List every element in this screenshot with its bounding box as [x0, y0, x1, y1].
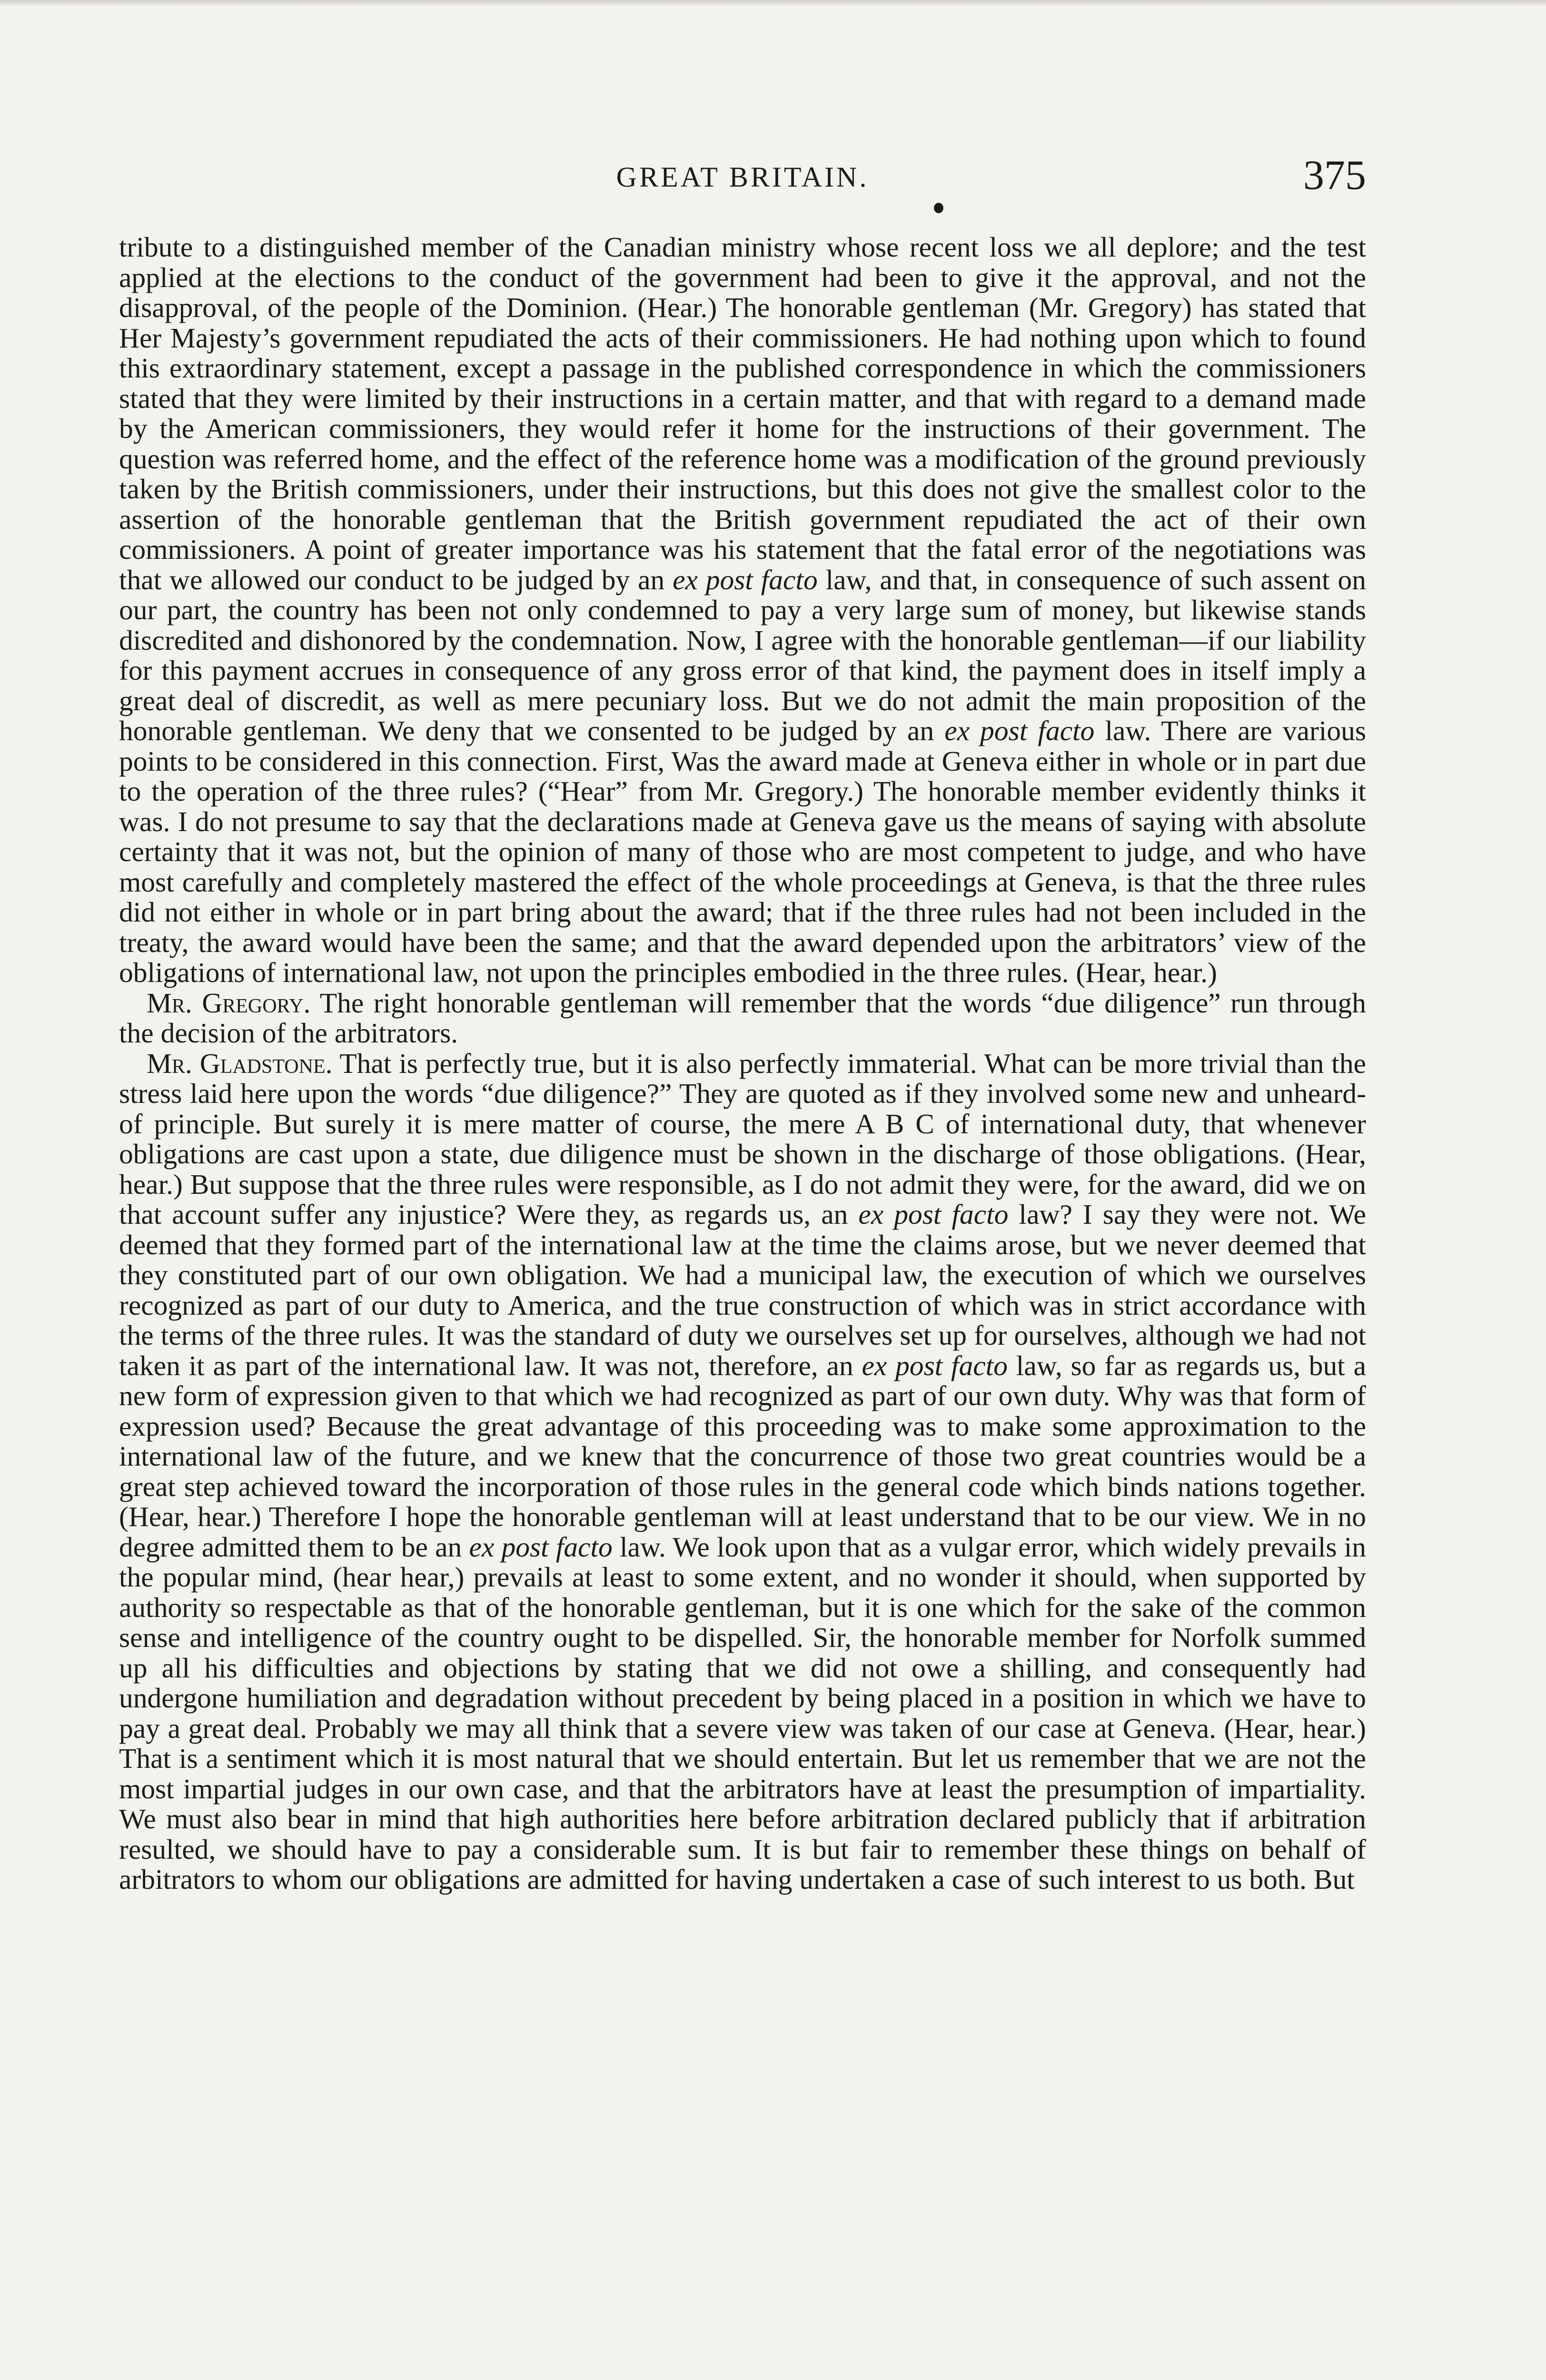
- text-run: law? I say they were not. We deemed that they formed part of the international law at the time the claims arose, but we never deemed that they constituted part of our own obligation. We had a municipal law, the execution of which we ourselves recognized as part of our duty to America, and the true construction of which was in strict accordance with the terms of the three rules. It was the standard of duty we ourselves set up for ourselves, although we had not taken it as part of the international law. It was not, therefore, an: [119, 1199, 1366, 1381]
- text-run: law, and that, in consequence of such assent on our part, the country has been not only condemned to pay a very large sum of money, but likewise stands discredited and dishonored by the condemnation. Now, I agree with the honorable gentleman—if our liability for this payment accrues in consequence of any gross error of that kind, the payment does in itself imply a great deal of discredit, as well as mere pecuniary loss. But we do not admit the main proposition of the honorable gentleman. We deny that we consented to be judged by an: [119, 564, 1366, 746]
- text-run: law, so far as regards us, but a new form of expression given to that which we had recognized as part of our own duty. Why was that form of expression used? Because the great advantage of this proceeding was to make some approximation to the international law of the future, and we knew that the concurrence of those two great countries would be a great step achieved toward the incorporation of those rules in the general code which binds nations together. (Hear, hear.) Therefore I hope the honorable gentleman will at least understand that to be our view. We in no degree admitted them to be an: [119, 1349, 1366, 1563]
- page-header: [119, 151, 1366, 204]
- speaker-name: Mr. Gladstone.: [147, 1047, 333, 1079]
- text-run: law. We look upon that as a vulgar error, which widely prevails in the popular mind, (hear hear,) prevails at least to some extent, and no wonder it should, when supported by authority so respectable as that of the honorable gentleman, but it is one which for the sake of the common sense and intelligence of the country ought to be dispelled. Sir, the honorable member for Norfolk summed up all his difficulties and objections by stating that we did not owe a shilling, and consequently had undergone humiliation and degradation without precedent by being placed in a position in which we have to pay a great deal. Probably we may all think that a severe view was taken of our case at Geneva. (Hear, hear.) That is a sentiment which it is most natural that we should entertain. But let us remember that we are not the most impartial judges in our own case, and that the arbitrators have at least the presumption of impartiality. We must also bear in mind that high authorities here before arbitration declared publicly that if arbitration resulted, we should have to pay a considerable sum. It is but fair to remember these things on behalf of arbitrators to whom our obligations are admitted for having undertaken a case of such interest to us both. But: [119, 1531, 1366, 1895]
- text-run: law. There are various points to be considered in this connection. First, Was the award made at Geneva either in whole or in part due to the operation of the three rules? (“Hear” from Mr. Gregory.) The honorable member evidently thinks it was. I do not presume to say that the declarations made at Geneva gave us the means of saying with absolute certainty that it was not, but the opinion of many of those who are most competent to judge, and who have most carefully and completely mastered the effect of the whole proceedings at Geneva, is that the three rules did not either in whole or in part bring about the award; that if the three rules had not been included in the treaty, the award would have been the same; and that the award depended upon the arbitrators’ view of the obligations of international law, not upon the principles embodied in the three rules. (Hear, hear.): [119, 715, 1366, 988]
- text-run: tribute to a distinguished member of the Canadian ministry whose recent loss we all deplore; and the test applied at the elections to the conduct of the government had been to give it the approval, and not the disapproval, of the people of the Dominion. (Hear.) The honorable gentleman (Mr. Gregory) has stated that Her Majesty’s government repudiated the acts of their commissioners. He had nothing upon which to found this extraordinary statement, except a passage in the published correspondence in which the commissioners stated that they were limited by their instructions in a certain matter, and that with regard to a demand made by the American commissioners, they would refer it home for the instructions of their government. The question was referred home, and the effect of the reference home was a modification of the ground previously taken by the British commissioners, under their instructions, but this does not give the smallest color to the assertion of the honorable gentleman that the British government repudiated the act of their own commissioners. A point of greater importance was his statement that the fatal error of the negotiations was that we allowed our conduct to be judged by an: [119, 231, 1366, 595]
- paragraph: [119, 232, 1366, 988]
- text-run: That is perfectly true, but it is also perfectly immaterial. What can be more trivial than the stress laid here upon the words “due diligence?” They are quoted as if they involved some new and unheard-of principle. But surely it is mere matter of course, the mere A B C of international duty, that whenever obligations are cast upon a state, due diligence must be shown in the discharge of those obligations. (Hear, hear.) But suppose that the three rules were responsible, as I do not admit they were, for the award, did we on that account suffer any injustice? Were they, as regards us, an: [119, 1047, 1366, 1230]
- italic-phrase: ex post facto: [858, 1199, 1009, 1230]
- italic-phrase: ex post facto: [862, 1349, 1008, 1381]
- text-run: The right honorable gentleman will remember that the words “due diligence” run through the decision of the arbitrators.: [119, 987, 1366, 1049]
- body-text: [119, 232, 1366, 1895]
- paragraph: [119, 988, 1366, 1049]
- paragraph: [119, 1049, 1366, 1895]
- italic-phrase: ex post facto: [673, 564, 818, 595]
- page-number: 375: [1303, 152, 1366, 198]
- printer-dot-ornament: [934, 203, 943, 213]
- page-top-edge: [0, 0, 1546, 7]
- italic-phrase: ex post facto: [944, 715, 1095, 746]
- italic-phrase: ex post facto: [469, 1531, 613, 1563]
- speaker-name: Mr. Gregory.: [147, 987, 311, 1019]
- running-head: GREAT BRITAIN.: [616, 161, 869, 193]
